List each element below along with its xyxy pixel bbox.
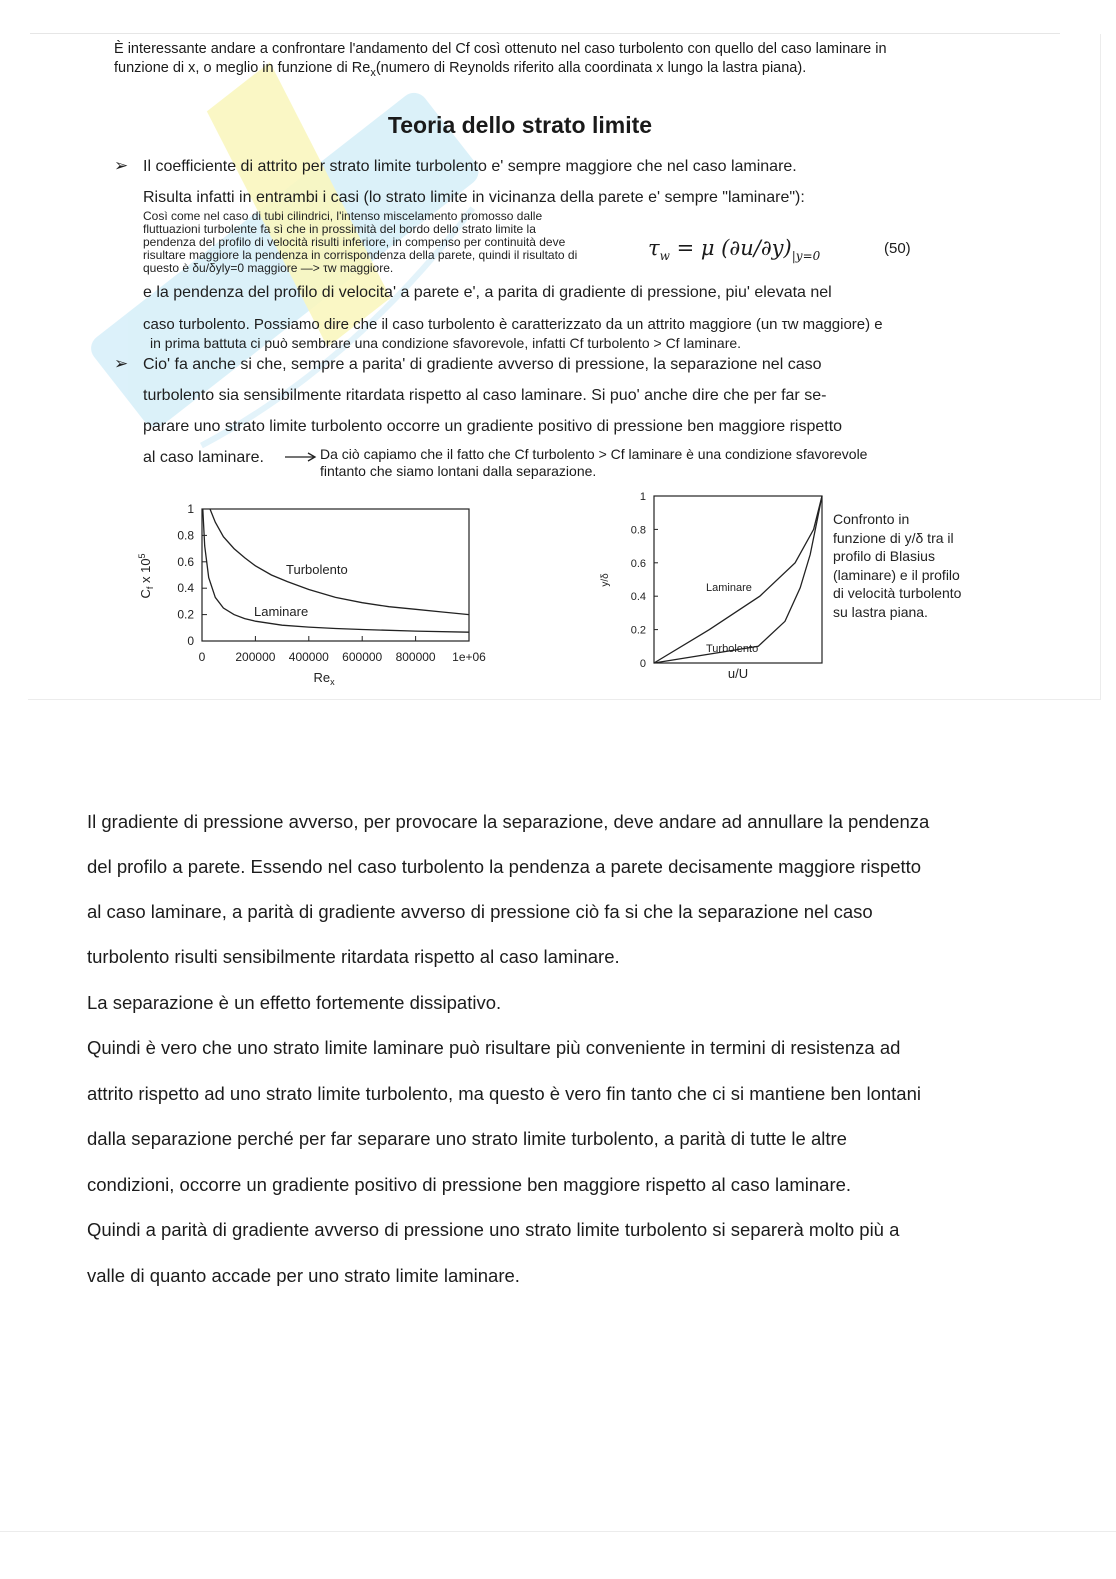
arrow-note-line: fintanto che siamo lontani dalla separazione. [320, 463, 597, 479]
body-line: dalla separazione perché per far separare uno strato limite turbolento, a parità di tutte le altre [87, 1128, 847, 1149]
note-line: risultare maggiore la pendenza in corrispondenza della parete, quindi il risultato di [143, 248, 578, 262]
chart2-plot-frame [654, 496, 822, 663]
note-line: pendenza del profilo di velocità risulti inferiore, in compenso per continuità deve [143, 235, 566, 249]
bottom-rule [0, 1531, 1116, 1532]
slide-line: parare uno strato limite turbolento occorre un gradiente positivo di pressione ben maggiore rispetto [143, 418, 843, 435]
chart2-y-tick-label: 1 [639, 491, 646, 503]
body-line: al caso laminare, a parità di gradiente avverso di pressione ciò fa si che la separazione nel caso [87, 901, 873, 922]
intro-line: È interessante andare a confrontare l'andamento del Cf così ottenuto nel caso turbolento con quello del caso laminare in [114, 41, 887, 57]
intro-text: (numero di Reynolds riferito alla coordinata x lungo la lastra piana). [375, 60, 807, 76]
chart1-x-label-text: Re [313, 670, 331, 685]
chart1-y-tick-label: 1 [187, 502, 194, 516]
chart1-x-tick-label: 1e+06 [452, 650, 486, 664]
chart2-line-laminare [654, 496, 822, 663]
chart2-y-tick-label: 0 [639, 658, 646, 670]
chart2-x-label: u/U [727, 666, 749, 681]
chart1-y-label-text: C [138, 589, 153, 599]
chart1-x-tick-label: 0 [198, 650, 206, 664]
body-line: Quindi a parità di gradiente avverso di pressione uno strato limite turbolento si separerà molto più a [87, 1219, 900, 1240]
slide-heading: Teoria dello strato limite [387, 112, 653, 138]
note-line: Così come nel caso di tubi cilindrici, l'intenso miscelamento promosso dalle [143, 209, 543, 223]
chart1-x-tick-label: 800000 [395, 650, 436, 664]
arrow-note-line: Da ciò capiamo che il fatto che Cf turbolento > Cf laminare è una condizione sfavorevole [320, 446, 868, 462]
bullet-arrow-icon: ➢ [114, 156, 129, 175]
chart1-y-label-sup: 5 [137, 553, 147, 559]
chart1-x-label-sub: x [330, 677, 335, 687]
slide-line: in prima battuta ci può sembrare una condizione sfavorevole, infatti Cf turbolento > Cf laminare. [150, 335, 742, 351]
profile-comparison-caption [833, 510, 961, 621]
cf-vs-rex-chart [130, 492, 510, 692]
chart1-x-tick-label: 200000 [235, 650, 276, 664]
chart1-label-laminare: Laminare [254, 604, 309, 619]
velocity-profile-chart [596, 484, 836, 690]
chart1-x-axis [199, 636, 487, 664]
caption-line: (laminare) e il profilo [833, 566, 960, 583]
chart2-y-tick-label: 0.2 [630, 624, 646, 637]
chart1-y-tick-label: 0.6 [177, 554, 194, 569]
caption-line: su lastra piana. [833, 603, 928, 620]
slide-line: Cio' fa anche si che, sempre a parita' di gradiente avverso di pressione, la separazione nel caso [143, 356, 822, 373]
body-line: turbolento risulti sensibilmente ritardata rispetto al caso laminare. [87, 946, 620, 967]
chart1-y-tick-label: 0.4 [177, 581, 194, 596]
chart1-y-label-suffix: x 10 [138, 558, 153, 587]
arrow-right-icon [284, 450, 318, 464]
chart2-y-tick-label: 0.8 [630, 524, 646, 537]
chart2-y-tick-label: 0.6 [630, 557, 646, 570]
chart1-y-tick-label: 0.2 [177, 607, 194, 622]
handwritten-note [143, 210, 577, 275]
chart1-label-turbolento: Turbolento [286, 562, 348, 577]
chart1-x-tick-label: 600000 [342, 650, 383, 664]
caption-line: funzione di y/δ tra il [833, 529, 954, 546]
equation-wall-shear [648, 236, 820, 263]
eq-rhs: = μ (∂u/∂y) [669, 236, 792, 260]
eq-lhs-sub: w [659, 249, 670, 264]
chart1-x-label [313, 670, 335, 687]
note-line: questo è δu/δyly=0 maggiore —> τw maggiore. [143, 261, 394, 275]
chart2-y-tick-label: 0.4 [630, 591, 646, 604]
chart1-y-label-sub: f [145, 586, 155, 590]
chart1-y-label [137, 553, 155, 598]
chart2-label-laminare: Laminare [706, 582, 752, 594]
bullet-arrow-icon: ➢ [114, 354, 129, 373]
chart1-x-tick-label: 400000 [288, 650, 329, 664]
chart2-label-turbolento: Turbolento [706, 643, 759, 655]
equation-number: (50) [884, 240, 911, 257]
caption-line: profilo di Blasius [833, 548, 935, 564]
caption-line: di velocità turbolento [833, 585, 962, 601]
chart1-y-tick-label: 0 [187, 634, 194, 648]
eq-rhs-sub: |y=0 [791, 249, 821, 264]
body-line: Quindi è vero che uno strato limite laminare può risultare più conveniente in termini di resistenza ad [87, 1037, 901, 1058]
body-line: attrito rispetto ad uno strato limite turbolento, ma questo è vero fin tanto che ci si mantiene ben lontani [87, 1083, 921, 1104]
body-line: La separazione è un effetto fortemente dissipativo. [87, 992, 502, 1013]
body-line: valle di quanto accade per uno strato limite laminare. [87, 1265, 520, 1286]
slide-line: Risulta infatti in entrambi i casi (lo strato limite in vicinanza della parete e' sempre "laminare"): [143, 189, 805, 206]
slide-line: al caso laminare. [143, 449, 264, 466]
chart2-line-turbolento [654, 496, 822, 663]
body-line: del profilo a parete. Essendo nel caso turbolento la pendenza a parete decisamente maggiore rispetto [87, 856, 922, 877]
intro-text: funzione di x, o meglio in funzione di Re [114, 60, 371, 76]
slide-line: Il coefficiente di attrito per strato limite turbolento e' sempre maggiore che nel caso laminare. [143, 158, 797, 175]
chart2-y-label: y/δ [600, 573, 611, 587]
intro-subscript: x [370, 66, 376, 79]
slide-line: e la pendenza del profilo di velocita' a parete e', a parita di gradiente di pressione, piu' elevata nel [143, 284, 832, 301]
note-line: fluttuazioni turbolente fa sì che in prossimità del bordo dello strato limite la [143, 222, 536, 236]
chart2-series [654, 496, 822, 663]
slide-line: caso turbolento. Possiamo dire che il caso turbolento è caratterizzato da un attrito maggiore (un τw maggiore) e [143, 316, 883, 333]
body-line: condizioni, occorre un gradiente positivo di pressione ben maggiore rispetto al caso laminare. [87, 1174, 852, 1195]
eq-lhs: τ [648, 236, 660, 260]
caption-line: Confronto in [833, 511, 910, 527]
chart1-y-tick-label: 0.8 [177, 528, 194, 543]
slide-line: turbolento sia sensibilmente ritardata rispetto al caso laminare. Si puo' anche dire che per far se- [143, 387, 827, 404]
arrow-note [320, 446, 867, 480]
body-line: Il gradiente di pressione avverso, per provocare la separazione, deve andare ad annullare la pendenza [87, 811, 930, 832]
